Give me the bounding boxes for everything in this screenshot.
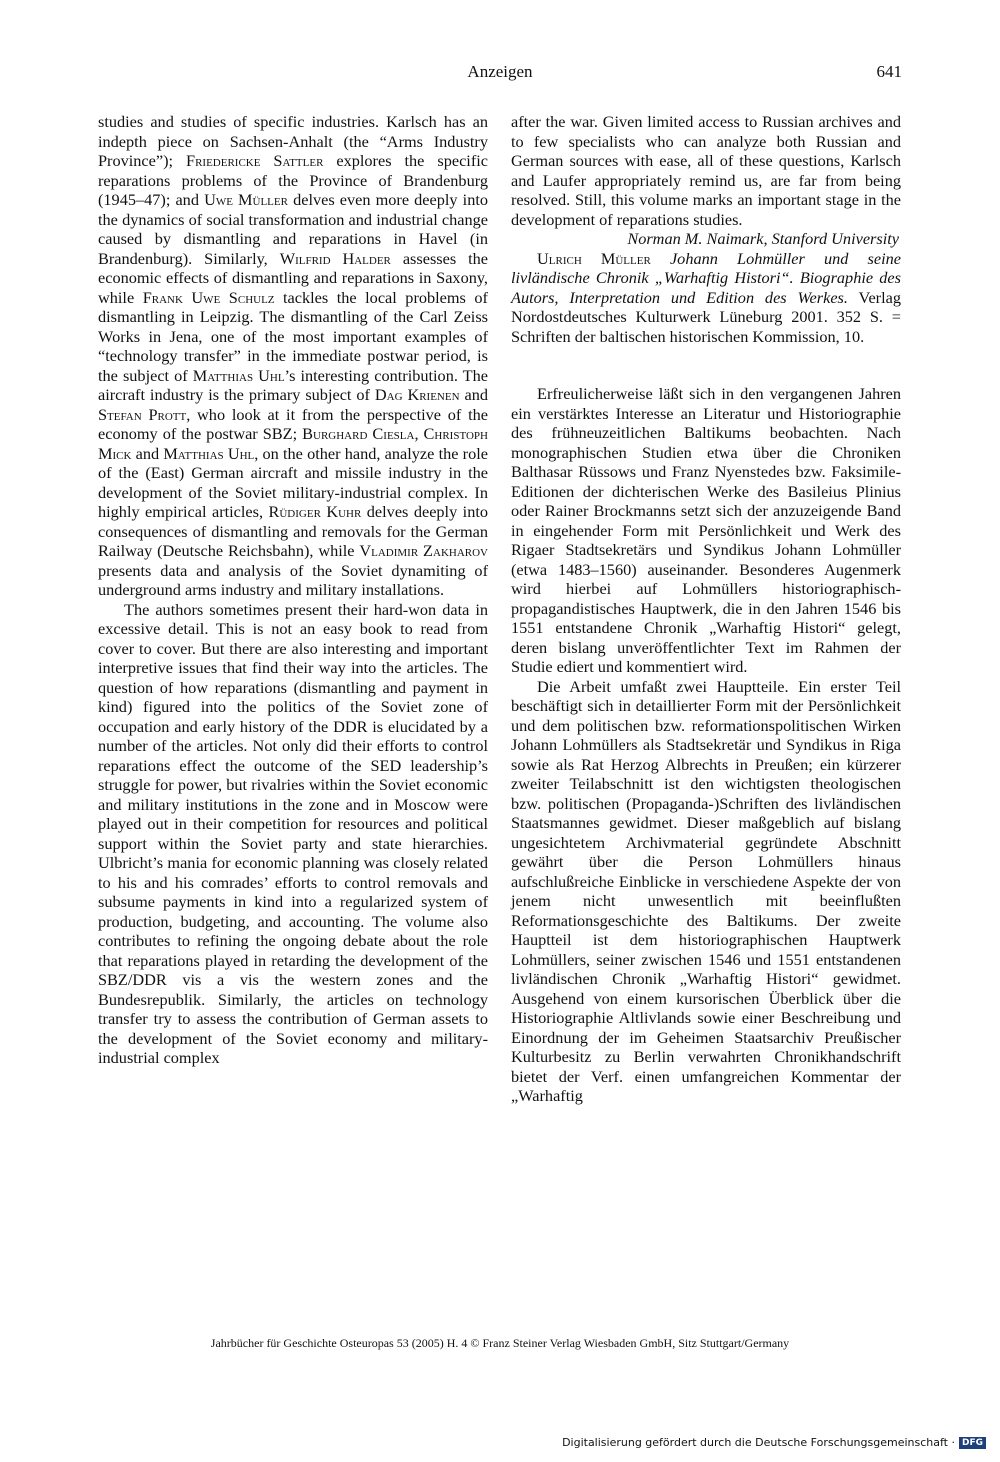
text-run: delves even more deeply into the dynamics of social transformation and industrial change caused by dismantling and reparations in Havel (in Brandenburg). Similarly, — [98, 190, 489, 268]
reviewer-signature: Norman M. Naimark, Stanford University — [627, 229, 899, 248]
text-run: studies and studies of specific industries. Karlsch has an indepth piece on Sachsen-Anhalt (the “Arms Industry Province”); — [98, 112, 488, 170]
text-run: , who look at it from the perspective of the economy of the postwar SBZ; — [98, 404, 489, 443]
text-run: delves deeply into consequences of dismantling and removals for the German Railway (Deutsche Reichsbahn), while — [98, 502, 488, 560]
right-column — [511, 112, 901, 1106]
author-name: Vladimir Zakharov — [359, 541, 488, 560]
text-run: presents data and analysis of the Soviet dynamiting of underground arms industry and military installations. — [98, 560, 488, 599]
text-run: , on the other hand, analyze the role of the (East) German aircraft and missile industry in the development of the Soviet military-industrial complex. In highly empirical articles, — [98, 443, 488, 521]
author-name: Friedericke Sattler — [186, 151, 324, 170]
left-paragraph-2: The authors sometimes present their hard-won data in excessive detail. This is not an easy book to read from cover to cover. But there are also interesting and important interpretive issues that find their way into the articles. The question of how reparations (dismantling and payment in kind) figured into the politics of the Soviet zone of occupation and early history of the DDR is elucidated by a number of the articles. Not only did their efforts to control reparations effect the outcome of the SED leadership’s struggle for power, but rivalries within the Soviet economic and military institutions in the zone and in Moscow were played out in their competition for resources and political support within the Soviet party and state hierarchies. Ulbricht’s mania for economic planning was closely related to his and his comrades’ efforts to control removals and subsume payments in kind into a regularized system of production, budgeting, and accounting. The volume also contributes to refining the ongoing debate about the role that reparations played in retarding the development of the SBZ/DDR vis a vis the western zones and the Bundesrepublik. Similarly, the articles on technology transfer try to assess the contribution of German assets to the development of the Soviet economy and military-industrial complex — [98, 599, 488, 1067]
text-run: explores the specific reparations problems of the Province of Brandenburg (1945–47); and — [98, 151, 488, 209]
page-number: 641 — [876, 62, 902, 81]
text-run: assesses the economic effects of dismantling and reparations in Saxony, while — [98, 248, 489, 307]
left-paragraph-1 — [98, 112, 488, 600]
right-paragraph-1: after the war. Given limited access to Russian archives and to few specialists who can analyze both Russian and German sources with ease, all of these questions, Karlsch and Laufer appropriately remind us, are far from being resolved. Still, this volume marks an important stage in the development of reparations studies. — [511, 112, 901, 229]
journal-footer: Jahrbücher für Geschichte Osteuropas 53 (2005) H. 4 © Franz Steiner Verlag Wiesbaden GmbH, Sitz Stuttgart/Germany — [210, 1336, 790, 1350]
author-name: Matthias Uhl — [192, 365, 285, 385]
right-paragraph-3: Die Arbeit umfaßt zwei Hauptteile. Ein erster Teil beschäftigt sich in detaillierter Form mit der Persönlichkeit und dem politischen bzw. reformationspolitischen Wirken Johann Lohmüllers als Stadtsekretär und Syndikus in Riga sowie als Rat Herzog Albrechts in Preußen; ein kürzerer zweiter Teilabschnitt ist den wichtigsten theologischen bzw. politischen (Propaganda-)Schriften des livländischen Staatsmannes gewidmet. Dieser maßgeblich auf bislang ungesichtetem Archivmaterial gegründete Abschnitt gewährt über die Person Lohmüllers hinaus aufschlußreiche Einblicke in verschiedene Aspekte der von jenem nicht unwesentlich mit beeinflußten Reformationsgeschichte des Baltikums. Der zweite Hauptteil ist dem historiographischen Hauptwerk Lohmüllers, seiner zwischen 1546 und 1551 entstandenen livländischen Chronik „Warhaftig Histori“ gewidmet. Ausgehend von einem kursorischen Überblick über die Historiographie Altlivlands sowie einer Beschreibung und Einordnung der im Geheimen Staatsarchiv Preußischer Kulturbesitz zu Berlin verwahrten Chronikhandschrift bietet der Verf. einen umfangreichen Kommentar der „Warhaftig — [511, 676, 901, 1105]
author-name: Frank Uwe Schulz — [142, 287, 275, 307]
digitization-notice — [562, 1436, 986, 1449]
review-author: Ulrich Müller — [537, 248, 651, 268]
right-paragraph-2: Erfreulicherweise läßt sich in den vergangenen Jahren ein verstärktes Interesse an Literatur und Historiographie des frühneuzeitlichen Baltikums beobachten. Nach monographischen Studien etwa über die Chroniken Balthasar Rüssows und Franz Nyenstedes bzw. Faksimile-Editionen der dichterischen Werke des Basileius Plinius oder Rainer Brockmanns setzt sich der anzuzeigende Band in eingehender Form mit Persönlichkeit und Werk des Rigaer Stadtsekretärs und Syndikus Johann Lohmüller (etwa 1483–1560) auseinander. Besonderes Augenmerk wird hierbei auf Lohmüllers historiographisch-propagandistisches Hauptwerk, die in den Jahren 1546 bis 1551 entstandene Chronik „Warhaftig Histori“ gelegt, deren bislang unveröffentlichter Text im Rahmen der Studie ediert und kommentiert wird. — [511, 384, 901, 676]
left-column — [98, 112, 488, 1068]
author-name: Wilfrid Halder — [279, 248, 391, 268]
author-name: Stefan Prott — [98, 404, 187, 424]
review-publication: Verlag Nordostdeutsches Kulturwerk Lüneburg 2001. 352 S. = Schriften der baltischen historischen Kommission, 10. — [511, 287, 901, 346]
text-run: and — [131, 443, 164, 463]
author-name: Rüdiger Kuhr — [268, 502, 362, 521]
author-name: Matthias Uhl — [163, 443, 255, 463]
review-body — [511, 384, 901, 1106]
text-run: and — [459, 385, 488, 404]
page-header — [98, 62, 902, 86]
running-head: Anzeigen — [467, 62, 533, 81]
digitization-text: Digitalisierung gefördert durch die Deutsche Forschungsgemeinschaft · — [562, 1436, 955, 1449]
author-name: Uwe Müller — [204, 190, 288, 209]
dfg-logo-icon: DFG — [959, 1437, 986, 1449]
text-run: , — [414, 424, 424, 443]
author-name: Burghard Ciesla — [302, 424, 415, 443]
author-name: Christoph Mick — [98, 424, 488, 463]
review-citation — [511, 249, 901, 347]
review-title: Johann Lohmüller und seine livländische Chronik „Warhaftig Histori“. Biographie des Autors, Interpretation und Edition des Werkes. — [511, 248, 901, 307]
text-run: ’s interesting contribution. The aircraft industry is the primary subject of — [98, 365, 488, 404]
text-run: tackles the local problems of dismantling in Leipzig. The dismantling of the Carl Zeiss Works in Jena, one of the most important examples of “technology transfer” in the immediate postwar period, is the subject of — [98, 287, 488, 385]
author-name: Dag Krienen — [374, 385, 460, 404]
